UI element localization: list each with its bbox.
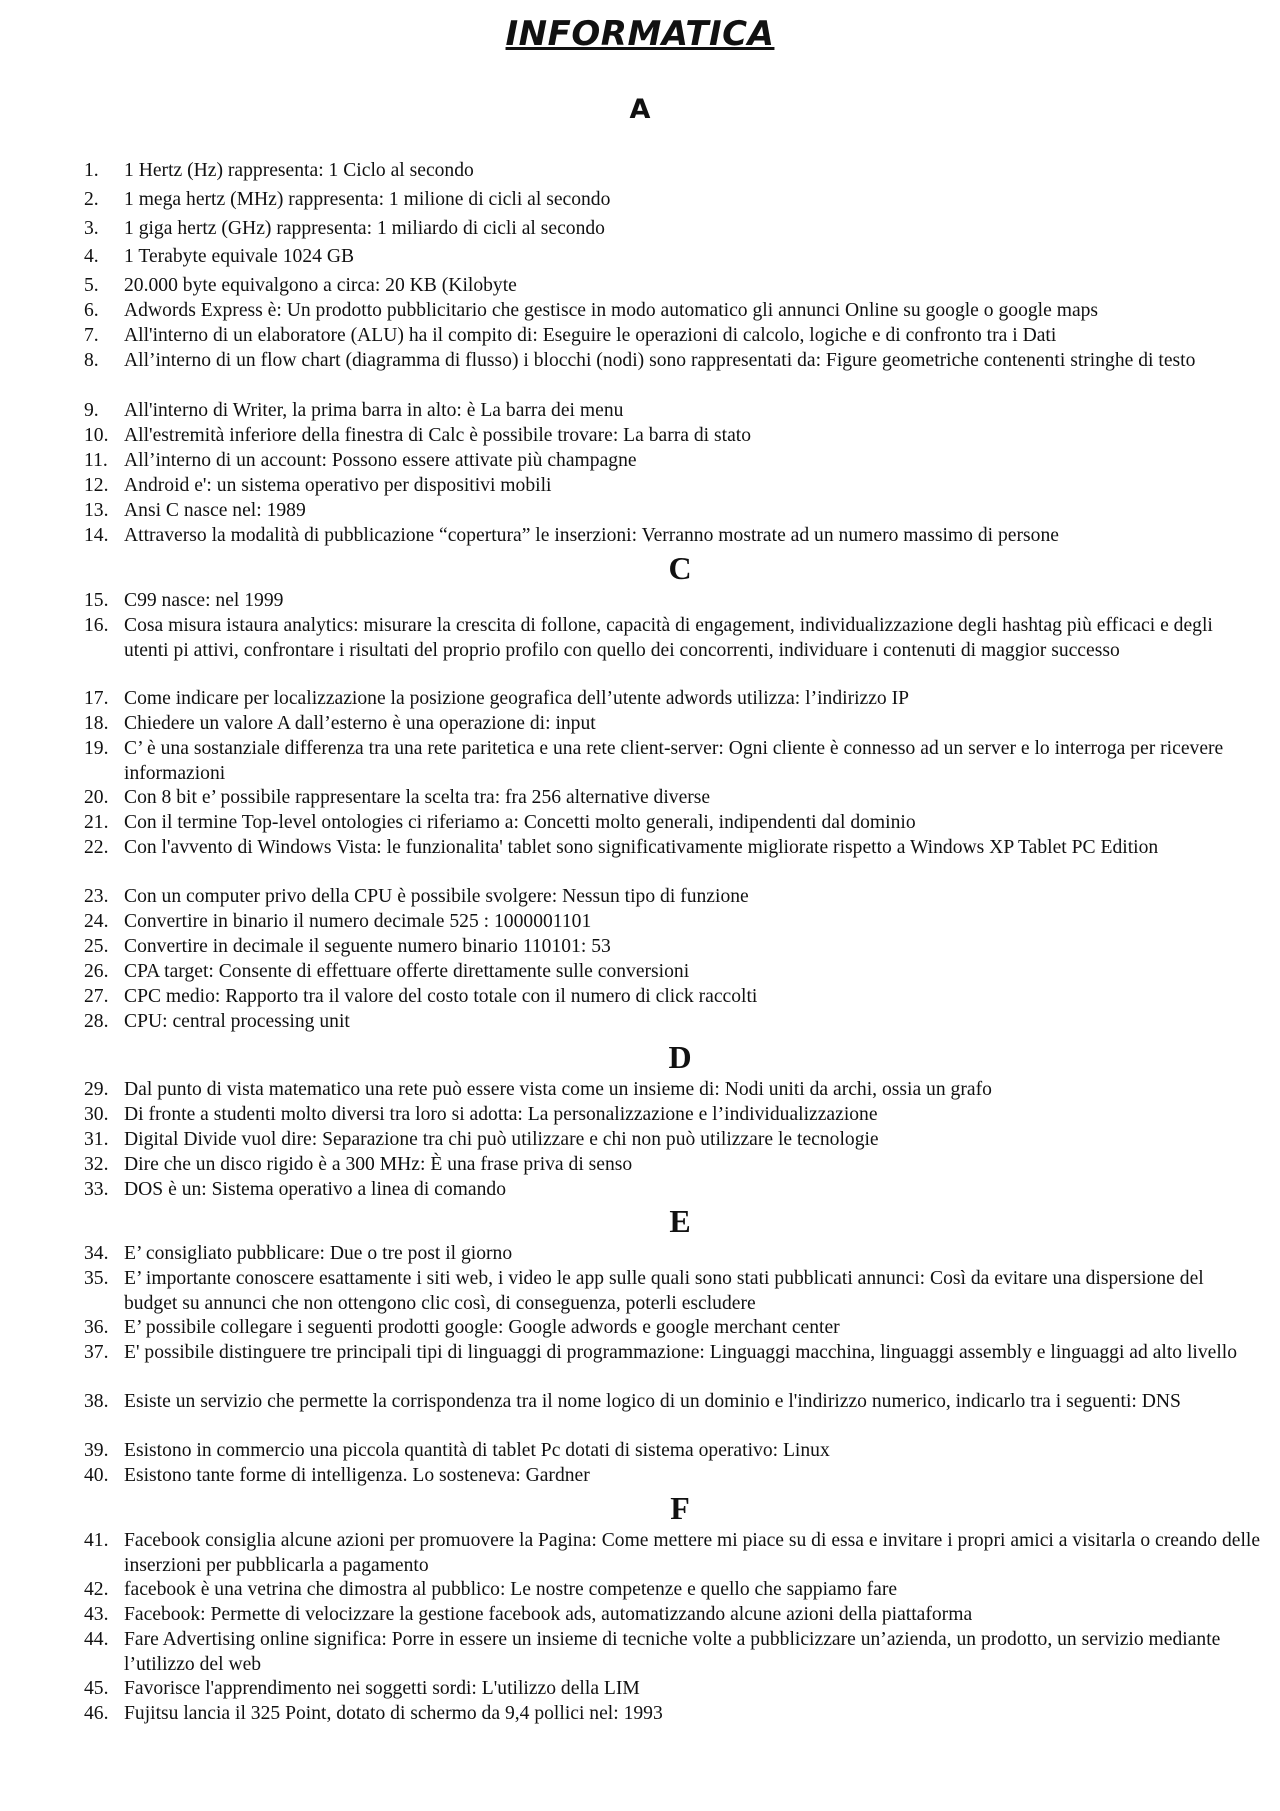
item-text: E’ importante conoscere esattamente i siti web, i video le app sulle quali sono stati pubblicati annunci: Così da evitare una dispersione del budget su annunci che non ottengono clic così, di conseguenza, poterli escludere [124, 1268, 1204, 1314]
item-number: 16. [84, 615, 109, 636]
item-text: DOS è un: Sistema operativo a linea di comando [124, 1179, 506, 1200]
item-text: Esiste un servizio che permette la corrispondenza tra il nome logico di un dominio e l'indirizzo numerico, indicarlo tra i seguenti: DNS [124, 1391, 1181, 1412]
item-text: 1 Terabyte equivale 1024 GB [124, 246, 355, 267]
item-number: 7. [84, 325, 99, 346]
item-text: Dal punto di vista matematico una rete può essere vista come un insieme di: Nodi uniti da archi, ossia un grafo [124, 1079, 992, 1100]
item-text: Chiedere un valore A dall’esterno è una operazione di: input [124, 713, 596, 734]
item-text: Convertire in binario il numero decimale 525 : 1000001101 [124, 911, 592, 932]
item-text: C’ è una sostanziale differenza tra una rete paritetica e una rete client-server: Ogni cliente è connesso ad un server e lo interroga per ricevere informazioni [124, 738, 1224, 784]
item-number: 44. [84, 1629, 109, 1650]
item-text: CPU: central processing unit [124, 1011, 350, 1032]
item-text: Attraverso la modalità di pubblicazione “copertura” le inserzioni: Verranno mostrate ad un numero massimo di persone [124, 525, 1059, 546]
item-number: 35. [84, 1268, 109, 1289]
item-number: 31. [84, 1129, 109, 1150]
item-text: facebook è una vetrina che dimostra al pubblico: Le nostre competenze e quello che sappiamo fare [124, 1579, 898, 1600]
item-text: Facebook consiglia alcune azioni per promuovere la Pagina: Come mettere mi piace su di essa e invitare i propri amici a visitarla o creando delle inserzioni per pubblicarla a pagamento [124, 1530, 1261, 1576]
item-number: 12. [84, 475, 109, 496]
item-number: 14. [84, 525, 109, 546]
item-text: 1 giga hertz (GHz) rappresenta: 1 miliardo di cicli al secondo [124, 218, 605, 239]
item-number: 3. [84, 218, 99, 239]
item-number: 27. [84, 986, 109, 1007]
item-text: Digital Divide vuol dire: Separazione tra chi può utilizzare e chi non può utilizzare le tecnologie [124, 1129, 879, 1150]
item-number: 2. [84, 189, 99, 210]
item-number: 28. [84, 1011, 109, 1032]
item-number: 38. [84, 1391, 109, 1412]
item-number: 20. [84, 787, 109, 808]
item-text: Esistono in commercio una piccola quantità di tablet Pc dotati di sistema operativo: Linux [124, 1440, 830, 1461]
item-number: 11. [84, 450, 108, 471]
item-text: 1 Hertz (Hz) rappresenta: 1 Ciclo al secondo [124, 160, 474, 181]
item-number: 46. [84, 1703, 109, 1724]
item-number: 19. [84, 738, 109, 759]
item-number: 34. [84, 1243, 109, 1264]
item-text: E’ possibile collegare i seguenti prodotti google: Google adwords e google merchant center [124, 1317, 840, 1338]
section-letter-c: C [668, 550, 692, 586]
item-number: 10. [84, 425, 109, 446]
item-number: 8. [84, 350, 99, 371]
item-text: CPA target: Consente di effettuare offerte direttamente sulle conversioni [124, 961, 690, 982]
item-text: Con l'avvento di Windows Vista: le funzionalita' tablet sono significativamente migliorate rispetto a Windows XP Tablet PC Edition [124, 837, 1159, 858]
item-number: 24. [84, 911, 109, 932]
item-text: Favorisce l'apprendimento nei soggetti sordi: L'utilizzo della LIM [124, 1678, 640, 1699]
item-text: Ansi C nasce nel: 1989 [124, 500, 306, 521]
item-text: All'estremità inferiore della finestra di Calc è possibile trovare: La barra di stato [124, 425, 752, 446]
item-number: 18. [84, 713, 109, 734]
item-number: 33. [84, 1179, 109, 1200]
item-number: 13. [84, 500, 109, 521]
section-letter-a: A [629, 94, 651, 125]
item-number: 26. [84, 961, 109, 982]
item-text: Cosa misura istaura analytics: misurare la crescita di follone, capacità di engagement, individualizzazione degli hashtag più efficaci e degli utenti pi attivi, confrontare i risultati del proprio profilo con quello dei concorrenti, individuare i contenuti di maggior successo [124, 615, 1213, 661]
item-number: 43. [84, 1604, 109, 1625]
item-number: 21. [84, 812, 109, 833]
item-number: 15. [84, 590, 109, 611]
item-text: Esistono tante forme di intelligenza. Lo sosteneva: Gardner [124, 1465, 590, 1486]
item-text: Facebook: Permette di velocizzare la gestione facebook ads, automatizzando alcune azioni della piattaforma [124, 1604, 973, 1625]
item-text: CPC medio: Rapporto tra il valore del costo totale con il numero di click raccolti [124, 986, 758, 1007]
item-text: Dire che un disco rigido è a 300 MHz: È una frase priva di senso [124, 1154, 633, 1175]
item-number: 1. [84, 160, 99, 181]
item-number: 32. [84, 1154, 109, 1175]
item-number: 23. [84, 886, 109, 907]
item-text: Come indicare per localizzazione la posizione geografica dell’utente adwords utilizza: l’indirizzo IP [124, 688, 910, 709]
item-text: Convertire in decimale il seguente numero binario 110101: 53 [124, 936, 611, 957]
item-number: 40. [84, 1465, 109, 1486]
item-text: C99 nasce: nel 1999 [124, 590, 284, 611]
item-text: Con il termine Top-level ontologies ci riferiamo a: Concetti molto generali, indipendenti dal dominio [124, 812, 916, 833]
item-number: 45. [84, 1678, 109, 1699]
item-text: E' possibile distinguere tre principali tipi di linguaggi di programmazione: Linguaggi macchina, linguaggi assembly e linguaggi ad alto livello [124, 1342, 1238, 1363]
item-text: Con 8 bit e’ possibile rappresentare la scelta tra: fra 256 alternative diverse [124, 787, 711, 808]
item-number: 9. [84, 400, 99, 421]
item-number: 29. [84, 1079, 109, 1100]
item-text: Adwords Express è: Un prodotto pubblicitario che gestisce in modo automatico gli annunci Online su google o google maps [124, 300, 1099, 321]
item-text: Con un computer privo della CPU è possibile svolgere: Nessun tipo di funzione [124, 886, 749, 907]
item-text: Fare Advertising online significa: Porre in essere un insieme di tecniche volte a pubblicizzare un’azienda, un prodotto, un servizio mediante l’utilizzo del web [124, 1629, 1221, 1675]
item-text: Fujitsu lancia il 325 Point, dotato di schermo da 9,4 pollici nel: 1993 [124, 1703, 663, 1724]
item-number: 22. [84, 837, 109, 858]
item-text: All'interno di Writer, la prima barra in alto: è La barra dei menu [124, 400, 624, 421]
item-text: 20.000 byte equivalgono a circa: 20 KB (Kilobyte [124, 275, 517, 296]
item-text: Android e': un sistema operativo per dispositivi mobili [124, 475, 552, 496]
item-number: 37. [84, 1342, 109, 1363]
item-number: 36. [84, 1317, 109, 1338]
item-text: All’interno di un account: Possono essere attivate più champagne [124, 450, 637, 471]
section-letter-e: E [669, 1203, 691, 1239]
item-text: 1 mega hertz (MHz) rappresenta: 1 milione di cicli al secondo [124, 189, 611, 210]
item-text: All'interno di un elaboratore (ALU) ha il compito di: Eseguire le operazioni di calcolo, logiche e di confronto tra i Dati [124, 325, 1057, 346]
item-number: 5. [84, 275, 99, 296]
item-number: 39. [84, 1440, 109, 1461]
item-number: 17. [84, 688, 109, 709]
section-letter-d: D [668, 1039, 692, 1075]
page-title: INFORMATICA [505, 14, 775, 54]
item-text: E’ consigliato pubblicare: Due o tre post il giorno [124, 1243, 513, 1264]
item-number: 25. [84, 936, 109, 957]
item-text: All’interno di un flow chart (diagramma di flusso) i blocchi (nodi) sono rappresentati da: Figure geometriche contenenti stringhe di testo [124, 350, 1196, 371]
section-letter-f: F [670, 1490, 690, 1526]
item-number: 30. [84, 1104, 109, 1125]
item-number: 41. [84, 1530, 109, 1551]
item-number: 4. [84, 246, 99, 267]
item-number: 6. [84, 300, 99, 321]
item-text: Di fronte a studenti molto diversi tra loro si adotta: La personalizzazione e l’individualizzazione [124, 1104, 878, 1125]
item-number: 42. [84, 1579, 109, 1600]
